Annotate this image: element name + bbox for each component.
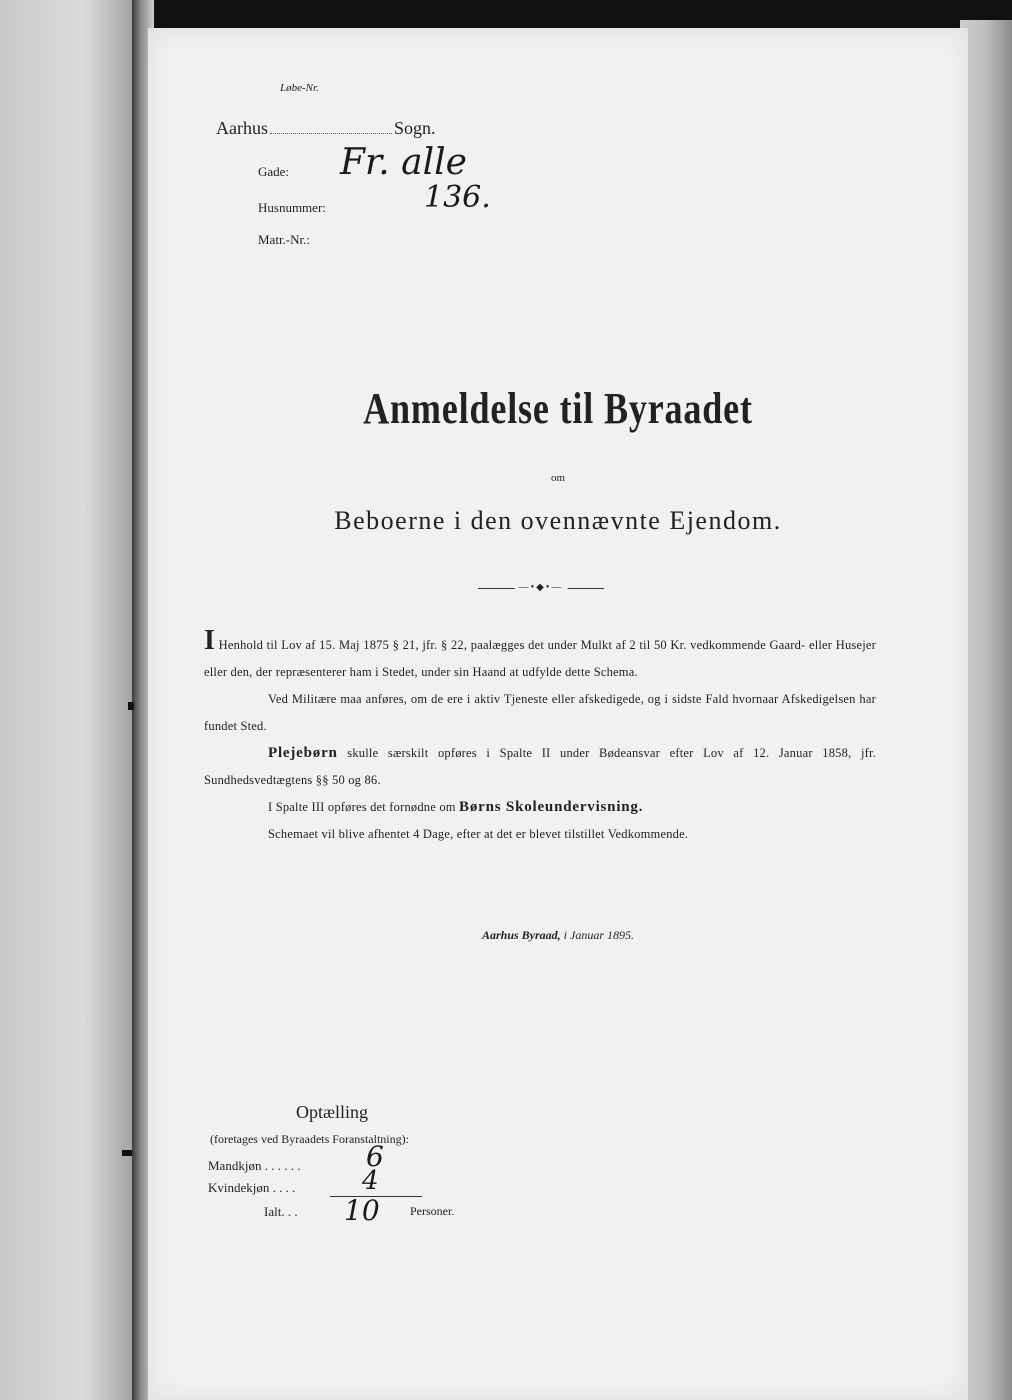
kvindekjon-value-handwritten: 4 <box>362 1166 379 1196</box>
lobe-nr-label: Løbe-Nr. <box>280 82 319 94</box>
instruction-text: Henhold til Lov af 15. Maj 1875 § 21, jfr. § 22, paalægges det under Mulkt af 2 til 50 Kr. vedkommende Gaard- eller Husejer eller den, der repræsenterer ham i Stedet, under sin Haand at udfylde dette Schema. <box>204 638 876 679</box>
signature-line <box>148 928 968 943</box>
instruction-paragraph <box>204 740 876 794</box>
instruction-paragraph <box>204 794 876 821</box>
emphasis-term: Plejebørn <box>268 745 338 761</box>
sogn-label: Sogn. <box>394 118 436 138</box>
ornament-divider <box>478 582 604 593</box>
kvindekjon-label: Kvindekjøn . . . . <box>208 1180 296 1195</box>
form-title: Anmeldelse til Byraadet <box>363 384 753 433</box>
parish-blank-line <box>270 119 392 134</box>
instruction-paragraph <box>204 625 876 686</box>
margin-mark <box>122 1150 132 1156</box>
city-label: Aarhus <box>216 118 268 138</box>
count-title: Optælling <box>296 1102 369 1122</box>
ornament-glyph: —•◆•— <box>515 582 568 593</box>
matr-nr-label: Matr.-Nr.: <box>258 232 310 247</box>
instruction-text: skulle særskilt opføres i Spalte II under Bødeansvar efter Lov af 12. Januar 1858, jfr. Sundhedsvedtægtens §§ 50 og 86. <box>204 746 876 787</box>
instruction-paragraph: Ved Militære maa anføres, om de ere i aktiv Tjeneste eller afskedigede, og i sidste Fald hvornaar Afskedigelsen har fundet Sted. <box>204 692 876 733</box>
instruction-paragraph: Schemaet vil blive afhentet 4 Dage, efter at det er blevet tilstillet Vedkommende. <box>268 827 689 841</box>
gade-label: Gade: <box>258 164 290 179</box>
instruction-text: I Spalte III opføres det fornødne om <box>268 800 460 814</box>
form-page <box>148 28 968 1400</box>
count-subtitle: (foretages ved Byraadets Foranstaltning): <box>210 1132 409 1146</box>
drop-initial: I <box>204 625 216 656</box>
instructions <box>204 625 876 848</box>
husnummer-label: Husnummer: <box>258 200 326 215</box>
mandkjon-value-handwritten: 6 <box>366 1140 384 1173</box>
parish-row <box>216 118 436 139</box>
ialt-value-handwritten: 10 <box>344 1194 380 1227</box>
title-connector: om <box>550 472 566 484</box>
margin-mark <box>128 702 134 710</box>
husnummer-value-handwritten: 136. <box>424 180 491 215</box>
form-subtitle: Beboerne i den ovennævnte Ejendom. <box>334 506 782 535</box>
signature-date: i Januar 1895. <box>563 928 635 942</box>
left-page-edge <box>0 0 140 1400</box>
personer-label: Personer. <box>410 1204 455 1218</box>
gade-value-handwritten: Fr. alle <box>340 142 467 183</box>
mandkjon-label: Mandkjøn . . . . . . <box>208 1158 301 1173</box>
ialt-label: Ialt. . . <box>264 1204 298 1219</box>
emphasis-term: Børns Skoleundervisning. <box>459 799 644 815</box>
signature-org: Aarhus Byraad, <box>481 928 561 942</box>
